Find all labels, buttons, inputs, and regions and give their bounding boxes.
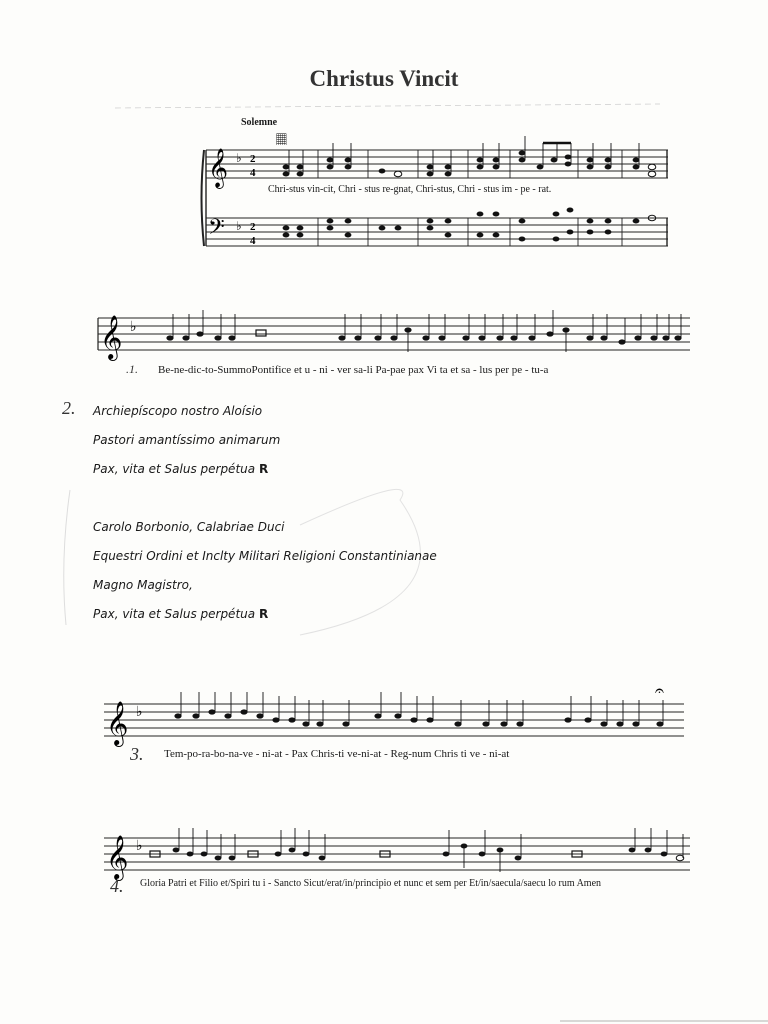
- verse-line-2: Pastori amantíssimo animarum: [93, 433, 281, 447]
- treble-clef-icon: 𝄞: [208, 148, 229, 188]
- fermata-icon: 𝄐: [655, 683, 664, 700]
- verse-line-6: Magno Magistro,: [93, 578, 193, 592]
- svg-text:♭: ♭: [136, 839, 143, 854]
- svg-text:𝄞: 𝄞: [106, 835, 129, 879]
- section1-staff: [98, 318, 690, 350]
- section3-number: 3.: [130, 744, 144, 764]
- refrain-lyrics: Chri-stus vin-cit, Chri - stus re-gnat, Chri-stus, Chri - stus im - pe - rat.: [268, 184, 552, 195]
- svg-text:4: 4: [250, 235, 256, 247]
- section4-number: 4.: [110, 876, 124, 896]
- verse-line-3: Pax, vita et Salus perpétua R: [93, 462, 269, 476]
- svg-text:♭: ♭: [136, 705, 143, 720]
- section1-lyrics: Be-ne-dic-to-SummoPontifice et u - ni - ver sa-li Pa-pae pax Vi ta et sa - lus per pe - tu-a: [158, 364, 549, 376]
- svg-text:𝄞: 𝄞: [106, 701, 129, 745]
- svg-text:4: 4: [250, 167, 256, 179]
- svg-text:2: 2: [250, 221, 256, 233]
- page-title: Christus Vincit: [309, 66, 459, 91]
- verse-line-5: Equestri Ordini et Inclty Militari Religioni Constantinianae: [93, 549, 437, 563]
- section1-number: .1.: [126, 362, 138, 376]
- verse-line-1: Archiepíscopo nostro Aloísio: [93, 404, 263, 418]
- refrain-staff-treble: [206, 150, 668, 178]
- bass-clef-icon: 𝄢: [208, 215, 225, 245]
- segno-icon: 𝄜: [276, 132, 287, 149]
- verse-line-4: Carolo Borbonio, Calabriae Duci: [93, 520, 285, 534]
- tempo-marking: Solemne: [241, 117, 278, 128]
- section3-lyrics: Tem-po-ra-bo-na-ve - ni-at - Pax Chris-ti ve-ni-at - Reg-num Chris ti ve - ni-at: [164, 748, 510, 760]
- svg-text:♭: ♭: [236, 151, 242, 165]
- svg-text:𝄞: 𝄞: [100, 315, 123, 359]
- refrain-staff-bass: [206, 218, 668, 246]
- svg-text:♭: ♭: [130, 320, 137, 335]
- section4-lyrics: Gloria Patri et Filio et/Spiri tu i - Sancto Sicut/erat/in/principio et nunc et sem per Et/in/saecula/saecu lo rum Amen: [140, 878, 602, 889]
- svg-text:♭: ♭: [236, 219, 242, 233]
- section2-number: 2.: [62, 398, 76, 418]
- verse-line-7: Pax, vita et Salus perpétua R: [93, 607, 269, 621]
- section3-staff: [104, 704, 684, 736]
- svg-text:2: 2: [250, 153, 256, 165]
